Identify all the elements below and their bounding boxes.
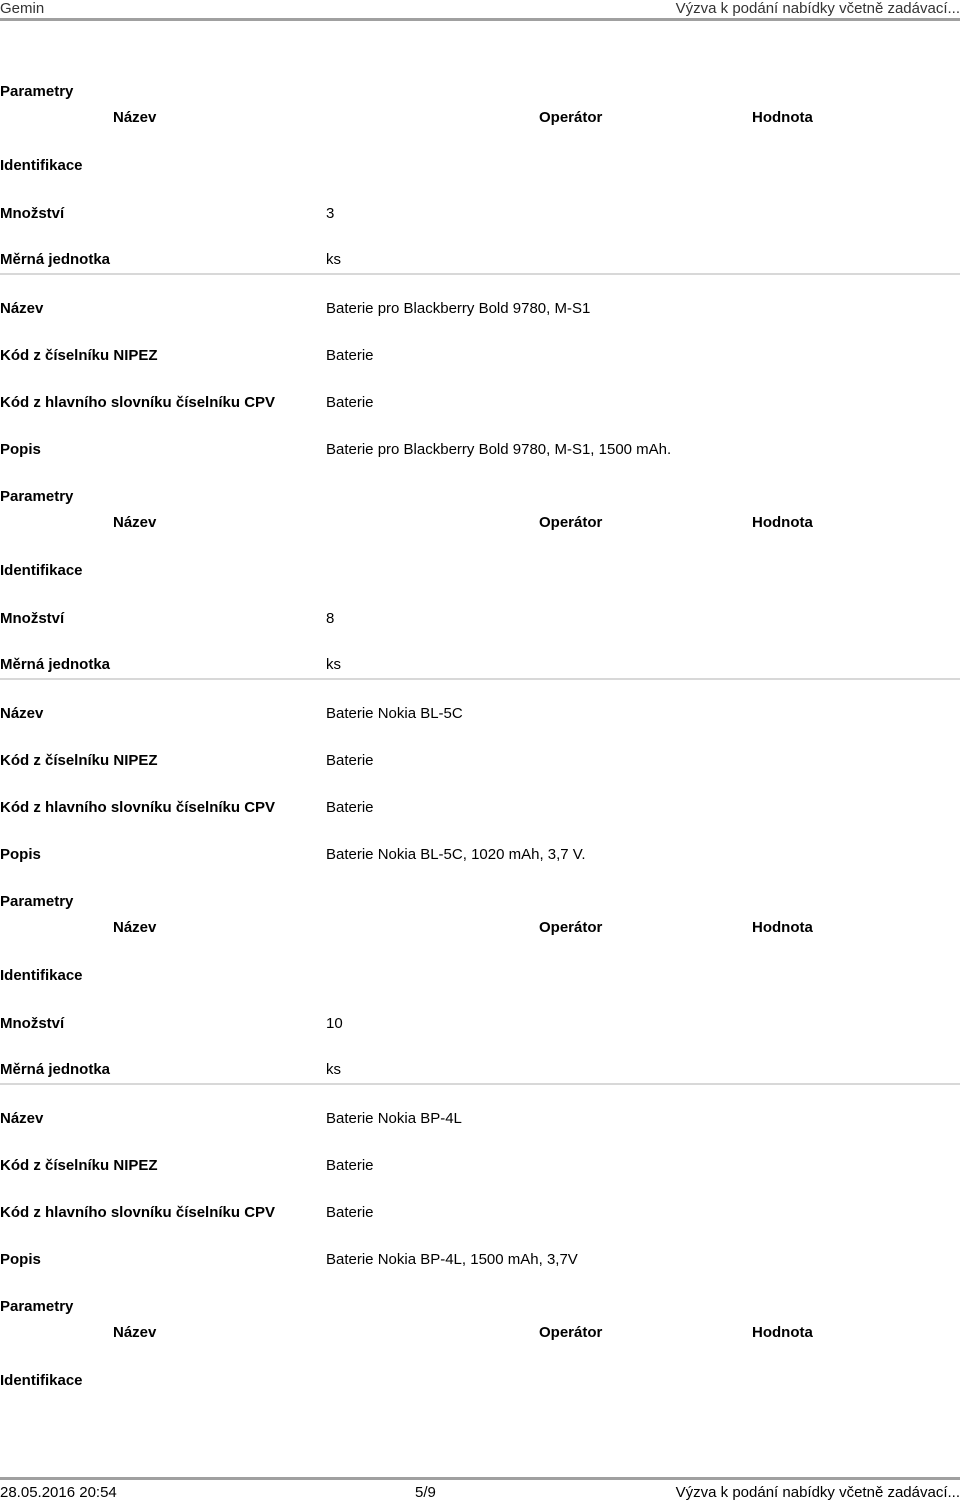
param-col-hodnota: Hodnota	[752, 1324, 813, 1341]
header-title: Výzva k podání nabídky včetně zadávací...	[675, 0, 960, 17]
value-mnozstvi: 8	[326, 610, 335, 627]
param-col-hodnota: Hodnota	[752, 514, 813, 531]
footer-date: 28.05.2016 20:54	[0, 1484, 117, 1501]
label-nazev: Název	[0, 705, 44, 722]
row-divider	[0, 1083, 960, 1085]
parametry-heading: Parametry	[0, 893, 74, 910]
param-col-operator: Operátor	[539, 1324, 603, 1341]
label-popis: Popis	[0, 846, 41, 863]
parametry-heading: Parametry	[0, 83, 74, 100]
label-kod-cpv: Kód z hlavního slovníku číselníku CPV	[0, 799, 276, 816]
label-merna-jednotka: Měrná jednotka	[0, 1061, 111, 1078]
label-popis: Popis	[0, 1251, 41, 1268]
value-merna-jednotka: ks	[326, 251, 341, 268]
label-kod-nipez: Kód z číselníku NIPEZ	[0, 1157, 158, 1174]
param-col-hodnota: Hodnota	[752, 919, 813, 936]
value-kod-nipez: Baterie	[326, 347, 374, 364]
label-mnozstvi: Množství	[0, 610, 65, 627]
value-nazev: Baterie Nokia BP-4L	[326, 1110, 462, 1127]
label-popis: Popis	[0, 441, 41, 458]
value-merna-jednotka: ks	[326, 1061, 341, 1078]
row-divider	[0, 273, 960, 275]
identifikace-heading: Identifikace	[0, 967, 83, 984]
param-col-operator: Operátor	[539, 514, 603, 531]
identifikace-heading: Identifikace	[0, 562, 83, 579]
value-nazev: Baterie pro Blackberry Bold 9780, M-S1	[326, 300, 591, 317]
label-nazev: Název	[0, 1110, 44, 1127]
value-kod-cpv: Baterie	[326, 799, 374, 816]
value-popis: Baterie pro Blackberry Bold 9780, M-S1, 1500 mAh.	[326, 441, 672, 458]
value-popis: Baterie Nokia BL-5C, 1020 mAh, 3,7 V.	[326, 846, 586, 863]
header-rule	[0, 18, 960, 21]
param-col-operator: Operátor	[539, 109, 603, 126]
label-merna-jednotka: Měrná jednotka	[0, 656, 111, 673]
value-mnozstvi: 3	[326, 205, 335, 222]
value-kod-cpv: Baterie	[326, 394, 374, 411]
param-col-nazev: Název	[113, 1324, 157, 1341]
parametry-heading: Parametry	[0, 1298, 74, 1315]
param-col-hodnota: Hodnota	[752, 109, 813, 126]
label-mnozstvi: Množství	[0, 1015, 65, 1032]
value-nazev: Baterie Nokia BL-5C	[326, 705, 463, 722]
param-col-nazev: Název	[113, 109, 157, 126]
header-left-text: Gemin	[0, 0, 45, 17]
label-kod-cpv: Kód z hlavního slovníku číselníku CPV	[0, 1204, 276, 1221]
value-kod-nipez: Baterie	[326, 1157, 374, 1174]
value-merna-jednotka: ks	[326, 656, 341, 673]
footer-title: Výzva k podání nabídky včetně zadávací...	[675, 1484, 960, 1501]
param-col-nazev: Název	[113, 919, 157, 936]
label-nazev: Název	[0, 300, 44, 317]
footer-page-number: 5/9	[415, 1484, 436, 1501]
label-mnozstvi: Množství	[0, 205, 65, 222]
row-divider	[0, 678, 960, 680]
identifikace-heading: Identifikace	[0, 1372, 83, 1389]
value-kod-cpv: Baterie	[326, 1204, 374, 1221]
value-popis: Baterie Nokia BP-4L, 1500 mAh, 3,7V	[326, 1251, 578, 1268]
label-kod-cpv: Kód z hlavního slovníku číselníku CPV	[0, 394, 276, 411]
param-col-operator: Operátor	[539, 919, 603, 936]
label-kod-nipez: Kód z číselníku NIPEZ	[0, 752, 158, 769]
parametry-heading: Parametry	[0, 488, 74, 505]
label-merna-jednotka: Měrná jednotka	[0, 251, 111, 268]
param-col-nazev: Název	[113, 514, 157, 531]
value-kod-nipez: Baterie	[326, 752, 374, 769]
value-mnozstvi: 10	[326, 1015, 343, 1032]
footer-rule	[0, 1477, 960, 1480]
label-kod-nipez: Kód z číselníku NIPEZ	[0, 347, 158, 364]
identifikace-heading: Identifikace	[0, 157, 83, 174]
